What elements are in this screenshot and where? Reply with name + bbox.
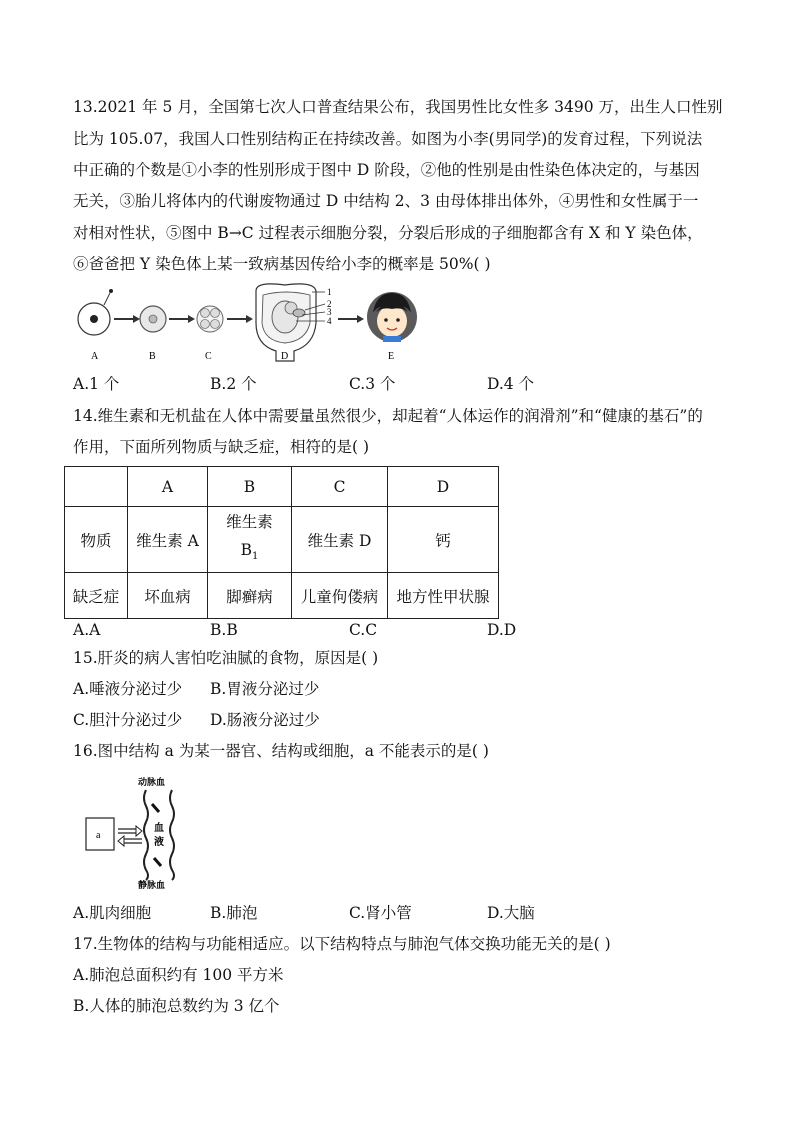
q14-deficiency-row	[65, 573, 499, 619]
q15-option-c[interactable]: C.胆汁分泌过少	[73, 711, 183, 729]
q16-option-a[interactable]: A.肌肉细胞	[73, 904, 152, 922]
q13-line-2: 比为 105.07，我国人口性别结构正在持续改善。如图为小李(男同学)的发育过程，下列说法	[73, 130, 703, 148]
q14-substance-row	[65, 507, 499, 573]
exchange-arrows	[118, 826, 142, 846]
cell-substance-b	[208, 507, 292, 573]
q14-line-2: 作用，下面所列物质与缺乏症，相符的是( )	[73, 438, 370, 456]
structure-a-box	[86, 818, 114, 850]
cell-substance-a: 维生素 A	[128, 507, 208, 573]
cell-deficiency-d: 地方性甲状腺	[388, 573, 499, 619]
q17-stem: 17.生物体的结构与功能相适应。以下结构特点与肺泡气体交换功能无关的是( )	[73, 935, 611, 953]
q16-option-b[interactable]: B.肺泡	[210, 904, 258, 922]
header-d: D	[388, 467, 499, 507]
fig-label-c: C	[205, 351, 212, 362]
box-label-a: a	[96, 830, 101, 841]
q14-option-a[interactable]: A.A	[73, 621, 101, 639]
q15-option-b[interactable]: B.胃液分泌过少	[210, 680, 320, 698]
venous-blood-label: 静脉血	[138, 881, 166, 891]
q13-option-b[interactable]: B.2 个	[210, 375, 257, 393]
blood-char-2: 液	[154, 837, 164, 848]
boy-face-figure	[367, 292, 417, 342]
fig-label-e: E	[388, 351, 395, 362]
q13-option-a[interactable]: A.1 个	[73, 375, 120, 393]
fig-label-a: A	[91, 351, 99, 362]
uterus-label-1: 1	[327, 287, 332, 297]
q16-option-c[interactable]: C.肾小管	[349, 904, 412, 922]
q13-line-1: 13.2021 年 5 月，全国第七次人口普查结果公布，我国男性比女性多 3490 万，出生人口性别	[73, 98, 723, 116]
q13-line-5: 对相对性状，⑤图中 B→C 过程表示细胞分裂，分裂后形成的子细胞都含有 X 和 Y 染色体，	[73, 224, 703, 242]
arrow-a-b	[114, 315, 140, 323]
cell-substance-b-line1: 维生素	[226, 512, 273, 531]
q15-stem: 15.肝炎的病人害怕吃油腻的食物，原因是( )	[73, 649, 379, 667]
cell-deficiency-c: 儿童佝偻病	[292, 573, 388, 619]
q13-line-3: 中正确的个数是①小李的性别形成于图中 D 阶段，②他的性别是由性染色体决定的，与基因	[73, 161, 700, 179]
q15-option-a[interactable]: A.唾液分泌过少	[73, 680, 183, 698]
uterus-fetus-figure	[256, 284, 332, 361]
q14-line-1: 14.维生素和无机盐在人体中需要量虽然很少，却起着“人体运作的润滑剂”和“健康的基石”的	[73, 407, 703, 425]
cell-deficiency-b: 脚癣病	[208, 573, 292, 619]
cell-cluster-figure	[197, 306, 223, 332]
q14-option-c[interactable]: C.C	[349, 621, 378, 639]
uterus-label-3: 3	[327, 307, 332, 317]
q14-table	[64, 466, 499, 619]
fig-label-d: D	[281, 351, 289, 362]
arrow-c-d	[227, 315, 253, 323]
fig-label-b: B	[149, 351, 156, 362]
blood-char-1: 血	[154, 823, 164, 834]
cell-substance-d: 钙	[388, 507, 499, 573]
q17-option-a[interactable]: A.肺泡总面积约有 100 平方米	[73, 966, 284, 984]
q14-header-row	[65, 467, 499, 507]
q16-option-d[interactable]: D.大脑	[487, 904, 535, 922]
q14-option-d[interactable]: D.D	[487, 621, 517, 639]
capillary-vessel	[144, 790, 174, 880]
row-label-substance: 物质	[65, 507, 128, 573]
header-c: C	[292, 467, 388, 507]
q16-blood-exchange-figure	[82, 776, 182, 892]
cell-deficiency-a: 坏血病	[128, 573, 208, 619]
cell-substance-c: 维生素 D	[292, 507, 388, 573]
zygote-figure	[140, 306, 166, 332]
header-a: A	[128, 467, 208, 507]
q13-line-4: 无关，③胎儿将体内的代谢废物通过 D 中结构 2、3 由母体排出体外，④男性和女性属于一	[73, 192, 699, 210]
arterial-blood-label: 动脉血	[138, 778, 166, 788]
q17-option-b[interactable]: B.人体的肺泡总数约为 3 亿个	[73, 997, 280, 1015]
egg-sperm-figure	[78, 289, 113, 335]
q13-development-figure	[70, 283, 430, 365]
header-b: B	[208, 467, 292, 507]
header-empty	[65, 467, 128, 507]
q16-stem: 16.图中结构 a 为某一器官、结构或细胞，a 不能表示的是( )	[73, 742, 489, 760]
q13-option-d[interactable]: D.4 个	[487, 375, 535, 393]
cell-substance-b-line2: $B_1$	[240, 540, 259, 563]
q15-option-d[interactable]: D.肠液分泌过少	[210, 711, 320, 729]
q14-option-b[interactable]: B.B	[210, 621, 238, 639]
q13-option-c[interactable]: C.3 个	[349, 375, 396, 393]
uterus-label-4: 4	[327, 316, 332, 326]
arrow-b-c	[169, 315, 195, 323]
uterus-label-2: 2	[327, 299, 332, 309]
arrow-d-e	[338, 315, 364, 323]
q13-line-6: ⑥爸爸把 Y 染色体上某一致病基因传给小李的概率是 50%( )	[73, 255, 491, 273]
row-label-deficiency: 缺乏症	[65, 573, 128, 619]
